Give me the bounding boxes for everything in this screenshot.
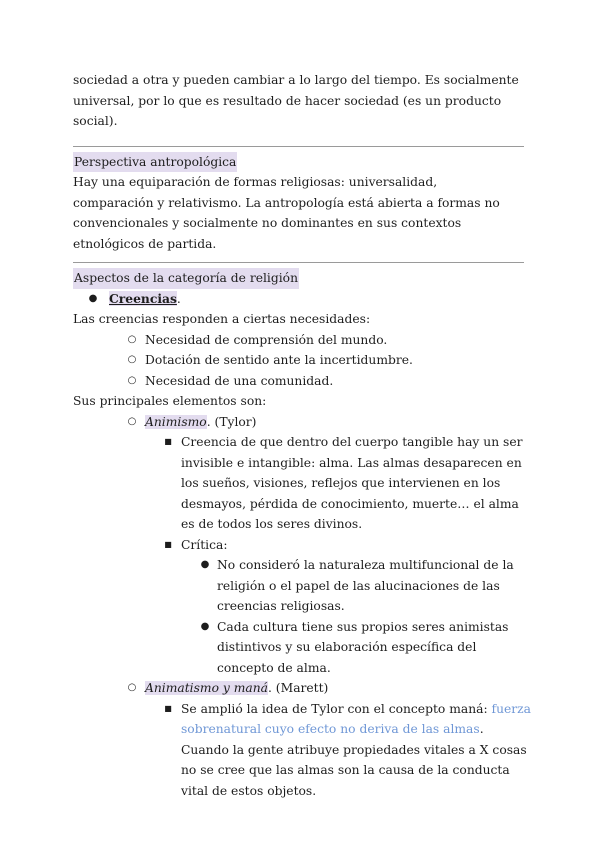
animatismo-label: Animatismo y maná xyxy=(145,681,268,695)
creencias-suffix: . xyxy=(176,291,181,306)
elements-intro: Sus principales elementos son: xyxy=(73,394,267,408)
list-item-animatismo xyxy=(73,678,533,699)
circle-bullet-icon: ○ xyxy=(127,374,137,386)
list-item xyxy=(73,432,531,535)
disc-bullet-icon: ● xyxy=(200,620,210,632)
list-item-creencias xyxy=(73,289,533,310)
list-item xyxy=(73,617,517,679)
perspectiva-paragraph: Hay una equiparación de formas religiosas: universalidad, comparación y relativismo. La antropología está abierta a formas no convencionales y socialmente no dominantes en sus contextos etnológicos de partida. xyxy=(73,175,500,251)
animismo-suffix: . (Tylor) xyxy=(206,414,257,429)
square-bullet-icon: ■ xyxy=(164,539,172,549)
animatismo-highlight-text: fuerza sobrenatural cuyo efecto no deriva de las almas xyxy=(181,701,531,736)
animismo-description: Creencia de que dentro del cuerpo tangible hay un ser invisible e intangible: alma. Las almas desaparecen en los sueños, visiones, reflejos que intervienen en los desmayos, pérdida de conocimiento, muerte… el alma es de todos los seres divinos. xyxy=(181,435,523,531)
document-content xyxy=(73,70,533,801)
disc-bullet-icon: ● xyxy=(200,559,210,570)
need-item: Dotación de sentido ante la incertidumbre. xyxy=(145,353,413,367)
circle-bullet-icon: ○ xyxy=(127,682,137,693)
critica-item: No consideró la naturaleza multifuncional de la religión o el papel de las alucinaciones de las creencias religiosas. xyxy=(217,558,514,613)
creencias-label: Creencias xyxy=(109,290,177,306)
list-item xyxy=(73,555,517,617)
animatismo-text-before: Se amplió la idea de Tylor con el concepto maná: xyxy=(181,701,492,716)
horizontal-divider xyxy=(73,146,524,147)
animismo-label: Animismo xyxy=(145,414,207,429)
horizontal-divider xyxy=(73,262,524,263)
square-bullet-icon: ■ xyxy=(164,437,172,446)
animatismo-text-after: . Cuando la gente atribuye propiedades vitales a X cosas no se cree que las almas son la causa de la conducta vital de estos objetos. xyxy=(181,722,527,798)
animatismo-suffix: . (Marett) xyxy=(267,681,329,695)
circle-bullet-icon: ○ xyxy=(127,415,137,427)
circle-bullet-icon: ○ xyxy=(127,333,137,345)
list-item xyxy=(73,371,533,392)
square-bullet-icon: ■ xyxy=(164,703,172,713)
intro-line-1: sociedad a otra y pueden cambiar a lo largo del tiempo. Es socialmente xyxy=(73,73,519,87)
critica-item: Cada cultura tiene sus propios seres animistas distintivos y su elaboración específica del concepto de alma. xyxy=(217,619,509,675)
circle-bullet-icon: ○ xyxy=(127,354,137,365)
section-heading-perspectiva: Perspectiva antropológica xyxy=(73,152,237,173)
list-item xyxy=(73,350,533,371)
list-item-animismo xyxy=(73,412,533,433)
list-item xyxy=(73,535,533,556)
disc-bullet-icon: ● xyxy=(88,292,98,304)
critica-label: Crítica: xyxy=(181,537,228,552)
list-item xyxy=(73,699,531,802)
list-item xyxy=(73,330,533,351)
need-item: Necesidad de comprensión del mundo. xyxy=(145,332,388,347)
need-item: Necesidad de una comunidad. xyxy=(145,373,334,388)
needs-intro: Las creencias responden a ciertas necesidades: xyxy=(73,312,371,326)
section-heading-aspectos: Aspectos de la categoría de religión xyxy=(73,268,299,289)
intro-line-2: universal, por lo que es resultado de hacer sociedad (es un producto social). xyxy=(73,93,502,128)
